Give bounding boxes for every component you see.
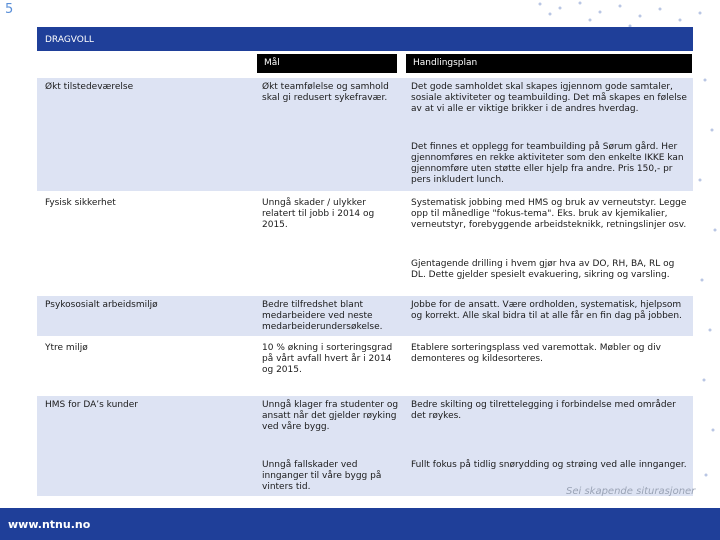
header-bar — [37, 27, 693, 51]
row-area: Økt tilstedeværelse — [45, 82, 134, 92]
footer-url-link[interactable]: www.ntnu.no — [8, 518, 91, 531]
footer-tagline: Sei skapende siturasjoner — [566, 486, 696, 497]
row-goal: Unngå klager fra studenter og ansatt når det gjelder røyking ved våre bygg. — [262, 400, 399, 432]
row-area: Psykososialt arbeidsmiljø — [45, 300, 158, 310]
row-plan: Gjentagende drilling i hvem gjør hva av DO, RH, BA, RL og DL. Dette gjelder spesielt evakuering, sikring og varsling. — [411, 259, 675, 280]
row-area: HMS for DA’s kunder — [45, 400, 138, 410]
row-plan: Fullt fokus på tidlig snørydding og strøing ved alle innganger. — [411, 460, 687, 470]
header-title: DRAGVOLL — [45, 35, 94, 45]
footer-bar — [0, 508, 720, 540]
row-plan: Etablere sorteringsplass ved varemottak. Møbler og div demonteres og kildesorteres. — [411, 343, 661, 364]
row-goal: Økt teamfølelse og samhold skal gi redusert sykefravær. — [262, 82, 389, 103]
column-header-mal: Mål — [257, 54, 397, 73]
row-goal: Unngå skader / ulykker relatert til jobb i 2014 og 2015. — [262, 198, 375, 230]
row-area: Fysisk sikkerhet — [45, 198, 116, 208]
row-plan: Jobbe for de ansatt. Være ordholden, systematisk, hjelpsom og korrekt. Alle skal bidra til at alle får en fin dag på jobben. — [411, 300, 682, 321]
row-plan: Systematisk jobbing med HMS og bruk av verneutstyr. Legge opp til månedlige "fokus-tema". Eks. bruk av kjemikalier, verneutstyr, forebyggende arbeidsteknikk, retningslinjer osv. — [411, 198, 687, 230]
row-goal: Unngå fallskader ved innganger til våre bygg på vinters tid. — [262, 460, 382, 492]
row-goal: Bedre tilfredshet blant medarbeidere ved neste medarbeiderundersøkelse. — [262, 300, 383, 332]
row-goal: 10 % økning i sorteringsgrad på vårt avfall hvert år i 2014 og 2015. — [262, 343, 393, 375]
row-area: Ytre miljø — [45, 343, 88, 353]
row-plan: Det finnes et opplegg for teambuilding på Sørum gård. Her gjennomføres en rekke aktiviteter som den enkelte IKKE kan gjennomføre uten støtte eller hjelp fra andre. Pris 150,- pr pers inkludert lunch. — [411, 142, 684, 185]
slide-number: 5 — [5, 2, 14, 17]
row-plan: Det gode samholdet skal skapes igjennom gode samtaler, sosiale aktiviteter og teambuilding. Det må skapes en følelse av at vi alle er viktige brikker i de andres hverdag. — [411, 82, 687, 114]
row-plan: Bedre skilting og tilrettelegging i forbindelse med områder det røykes. — [411, 400, 676, 421]
column-header-plan: Handlingsplan — [406, 54, 692, 73]
